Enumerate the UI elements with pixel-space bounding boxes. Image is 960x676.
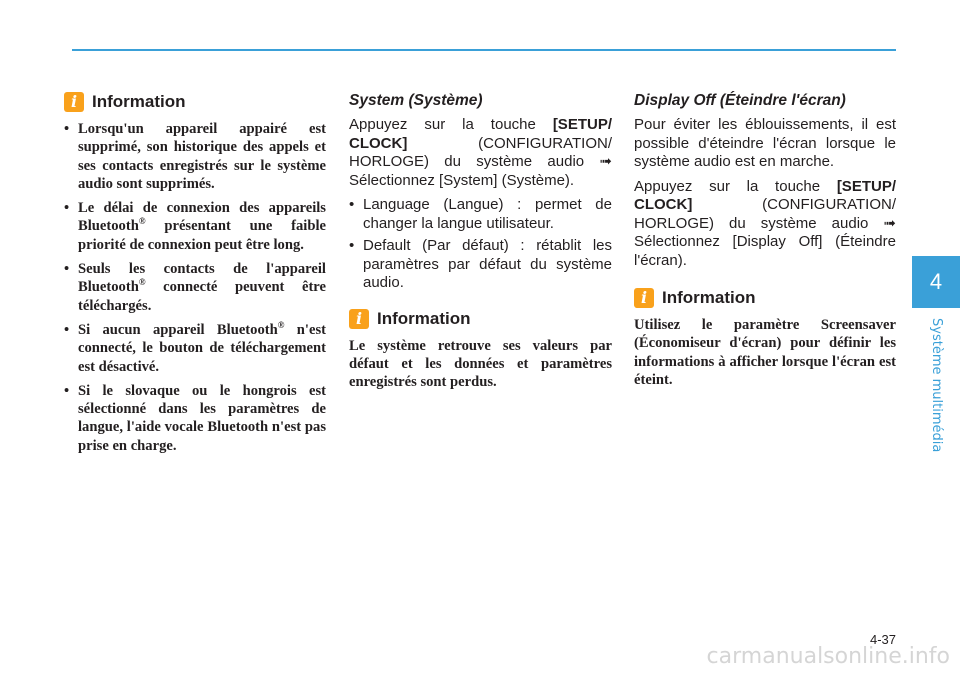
section-body xyxy=(634,116,896,270)
info-icon: i xyxy=(64,92,84,112)
paragraph xyxy=(634,178,896,271)
text-run: (CONFIGURATION/ HORLOGE) du système audio ➟ Sélectionnez [System] (Système). xyxy=(349,134,612,189)
info-header xyxy=(634,288,896,308)
info-header xyxy=(349,309,612,329)
paragraph: Pour éviter les éblouissements, il est possible d'éteindre l'écran lorsque le système audio est en marche. xyxy=(634,116,896,170)
list-item: • Seuls les contacts de l'appareil Bluetooth® connecté peuvent être téléchargés. xyxy=(64,260,326,315)
info-title: Information xyxy=(377,308,471,328)
info-text: Le système retrouve ses valeurs par défaut et les données et paramètres enregistrés sont perdus. xyxy=(349,337,612,391)
option-list xyxy=(349,196,612,293)
column-3 xyxy=(634,92,896,389)
key-label: [SETUP/ CLOCK] xyxy=(634,177,896,213)
text-run: (CONFIGURATION/ HORLOGE) du système audio ➟ Sélectionnez [Display Off] (Éteindre l'écran). xyxy=(634,196,896,269)
info-title: Information xyxy=(662,288,756,307)
text-run: Appuyez sur la touche xyxy=(634,177,837,195)
section-title: Display Off (Éteindre l'écran) xyxy=(634,92,846,109)
column-2 xyxy=(349,92,612,391)
chapter-label: Système multimédia xyxy=(929,318,944,453)
paragraph xyxy=(349,116,612,190)
watermark: carmanualsonline.info xyxy=(706,644,950,669)
list-item: • Default (Par défaut) : rétablit les paramètres par défaut du système audio. xyxy=(349,237,612,293)
info-text: Utilisez le paramètre Screensaver (Économiseur d'écran) pour définir les informations à afficher lorsque l'écran est éteint. xyxy=(634,317,896,388)
section-body xyxy=(349,116,612,293)
info-icon: i xyxy=(349,309,369,329)
info-icon: i xyxy=(634,288,654,308)
page-number: 4-37 xyxy=(869,632,896,647)
info-list xyxy=(64,120,326,455)
list-item: • Si le slovaque ou le hongrois est sélectionné dans les paramètres de langue, l'aide vocale Bluetooth n'est pas prise en charge. xyxy=(64,382,326,455)
list-item: • Si aucun appareil Bluetooth® n'est connecté, le bouton de téléchargement est désactivé. xyxy=(64,321,326,376)
text-run: Appuyez sur la touche xyxy=(349,116,553,133)
key-label: [SETUP/ CLOCK] xyxy=(349,116,612,152)
list-item: • Le délai de connexion des appareils Bluetooth® présentant une faible priorité de connexion peut être long. xyxy=(64,199,326,254)
column-1 xyxy=(64,92,326,461)
list-item: • Lorsqu'un appareil appairé est supprimé, son historique des appels et ses contacts enregistrés sur le système audio sont supprimés. xyxy=(64,120,326,193)
section-title: System (Système) xyxy=(349,92,483,109)
info-title: Information xyxy=(92,92,186,111)
list-item: • Language (Langue) : permet de changer la langue utilisateur. xyxy=(349,196,612,233)
top-rule xyxy=(72,49,896,51)
info-header xyxy=(64,92,326,112)
chapter-tab: 4 xyxy=(912,256,960,308)
